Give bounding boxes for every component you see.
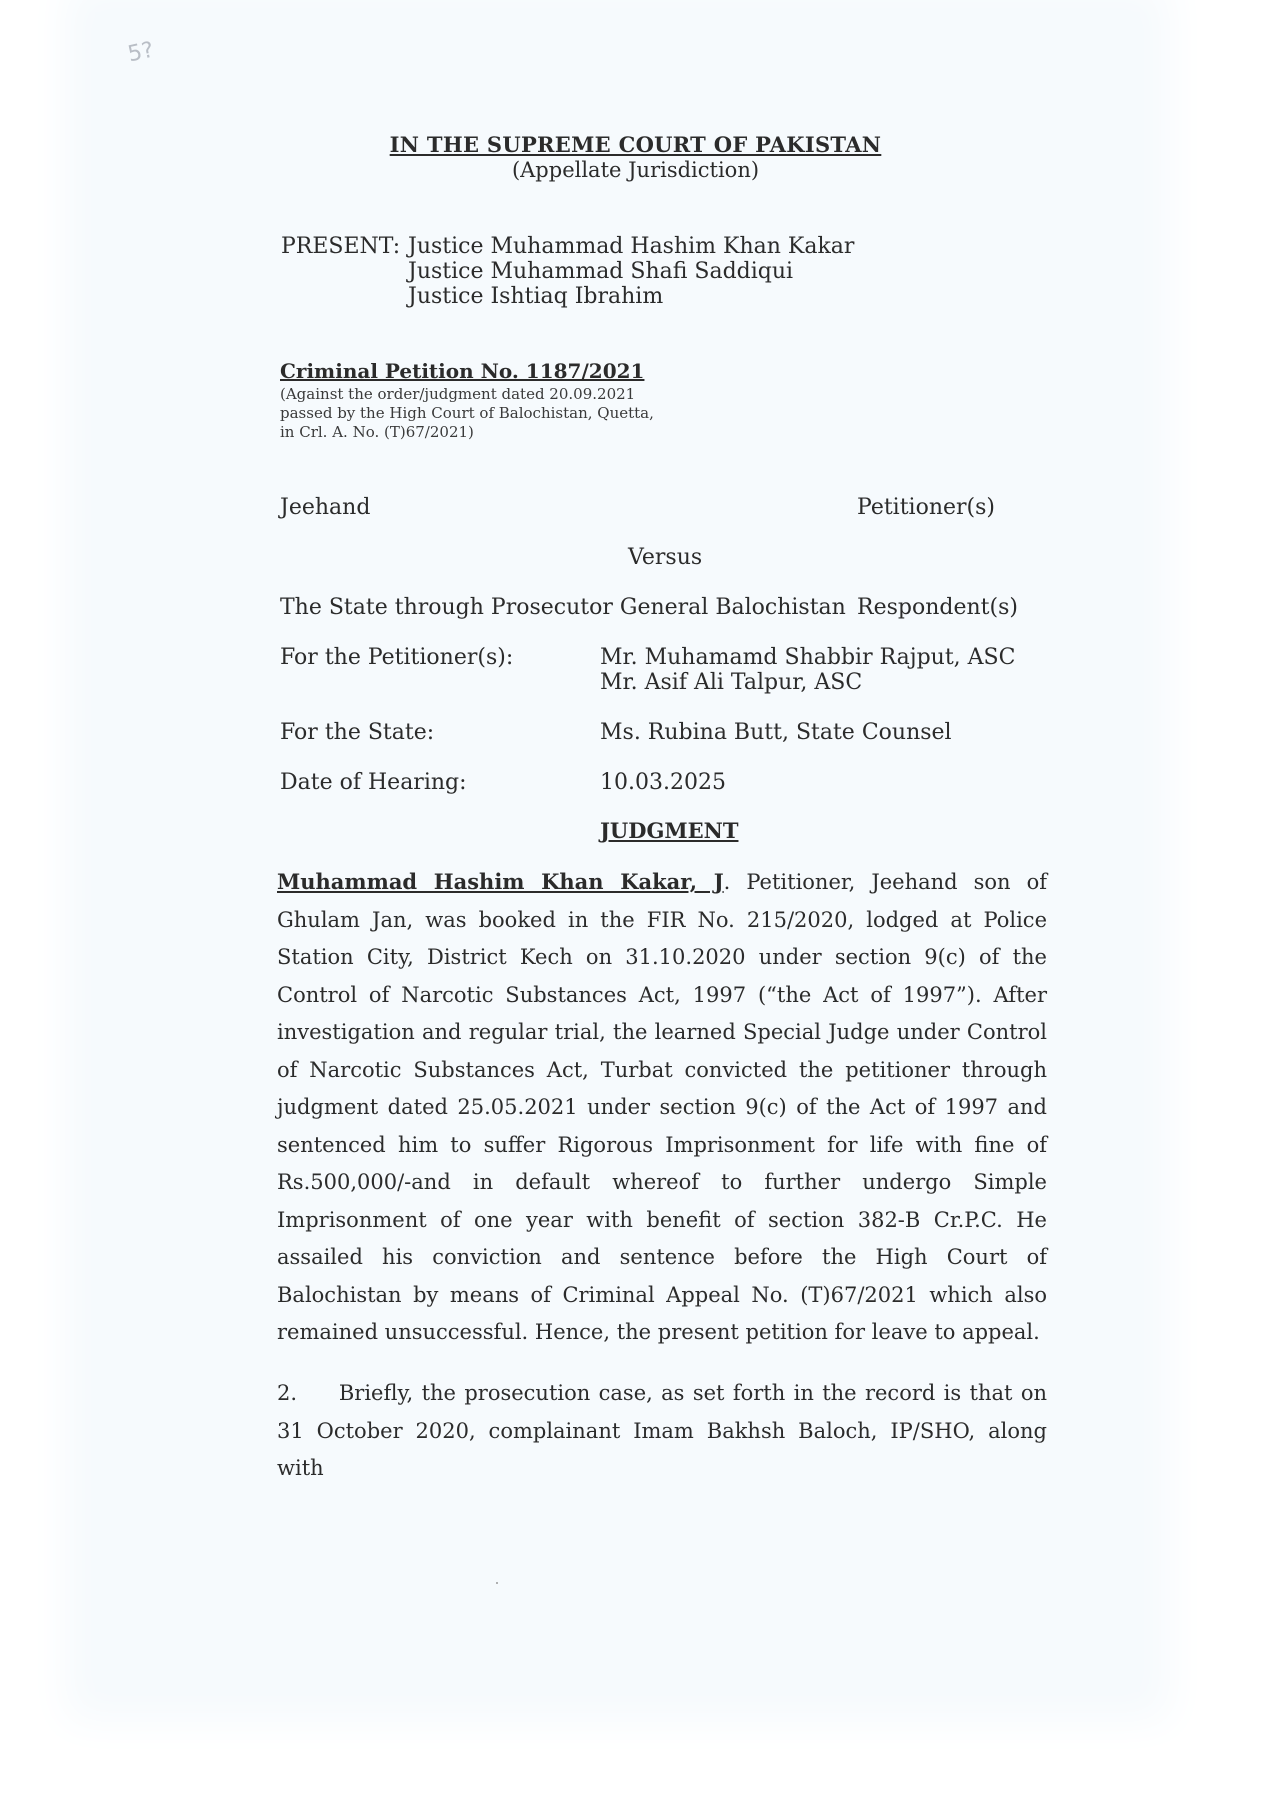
appearance-label-state: For the State: [280,720,435,745]
jurisdiction: (Appellate Jurisdiction) [511,158,760,182]
bench-judge-3: Justice Ishtiaq Ibrahim [408,284,664,309]
petition-title: Criminal Petition No. 1187/2021 [280,359,645,383]
handwritten-mark: 5? [125,37,157,68]
petition-note-line-3: in Crl. A. No. (T)67/2021) [280,423,474,441]
petition-note-line-1: (Against the order/judgment dated 20.09.2021 [280,385,636,403]
appearance-value-petitioner-2: Mr. Asif Ali Talpur, ASC [600,670,863,695]
present-label: PRESENT: [281,234,401,259]
appearance-label-petitioner: For the Petitioner(s): [280,645,514,670]
paragraph-1-text: . Petitioner, Jeehand son of Ghulam Jan, was booked in the FIR No. 215/2020, lodged at Police Station City, District Kech on 31.10.2020 under section 9(c) of the Control of Narcotic Substances Act, 1997 (“the Act of 1997”). After investigation and regular trial, the learned Special Judge under Control of Narcotic Substances Act, Turbat convicted the petitioner through judgment dated 25.05.2021 under section 9(c) of the Act of 1997 and sentenced him to suffer Rigorous Imprisonment for life with fine of Rs.500,000/-and in default whereof to further undergo Simple Imprisonment of one year with benefit of section 382-B Cr.P.C. He assailed his conviction and sentence before the High Court of Balochistan by means of Criminal Appeal No. (T)67/2021 which also remained unsuccessful. Hence, the present petition for leave to appeal. [277,870,1047,1344]
petitioner-name: Jeehand [280,495,371,520]
bench-judge-1: Justice Muhammad Hashim Khan Kakar [408,234,855,259]
appearance-value-hearing: 10.03.2025 [600,770,726,795]
court-title: IN THE SUPREME COURT OF PAKISTAN [389,132,882,157]
appearance-value-petitioner-1: Mr. Muhamamd Shabbir Rajput, ASC [600,645,1016,670]
judgment-heading: JUDGMENT [600,818,739,843]
petition-note-line-2: passed by the High Court of Balochistan, Quetta, [280,404,654,422]
author-judge: Muhammad Hashim Khan Kakar, J [277,869,724,894]
petitioner-role: Petitioner(s) [857,495,995,520]
paragraph-1 [277,863,1047,1352]
versus: Versus [628,545,703,570]
speck [496,1582,498,1584]
paragraph-2: 2. Briefly, the prosecution case, as set forth in the record is that on 31 October 2020, complainant Imam Bakhsh Baloch, IP/SHO, along with [277,1381,1047,1480]
respondent-role: Respondent(s) [857,595,1018,620]
bench-judge-2: Justice Muhammad Shafi Saddiqui [408,259,794,284]
respondent-name: The State through Prosecutor General Balochistan [280,595,846,620]
appearance-label-hearing: Date of Hearing: [280,770,467,795]
appearance-value-state: Ms. Rubina Butt, State Counsel [600,720,952,745]
